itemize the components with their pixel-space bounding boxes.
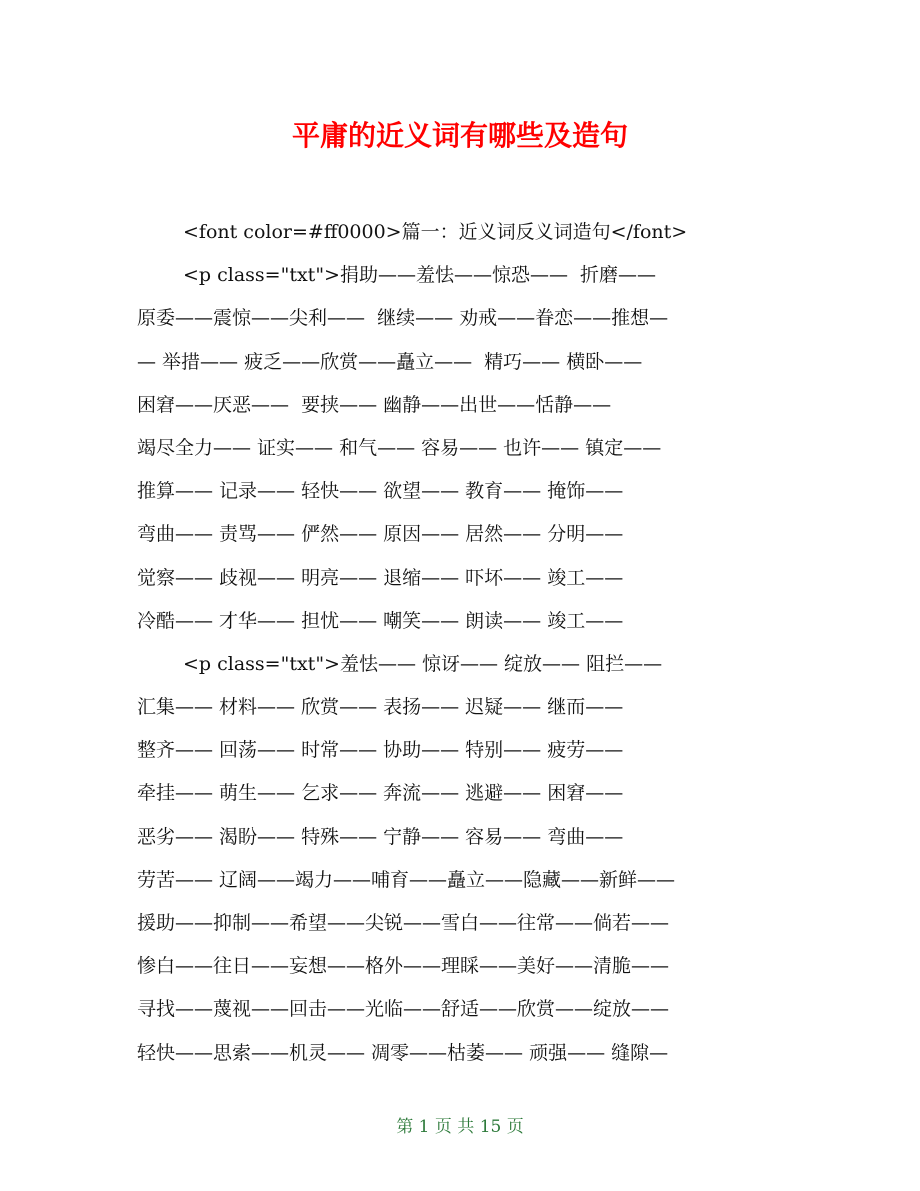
text-line: 恶劣—— 渴盼—— 特殊—— 宁静—— 容易—— 弯曲—— <box>137 825 624 848</box>
text-line: 援助——抑制——希望——尖锐——雪白——往常——倘若—— <box>137 912 670 934</box>
text-line: 汇集—— 材料—— 欣赏—— 表扬—— 迟疑—— 继而—— <box>137 696 624 719</box>
text-line: 寻找——蔑视——回击——光临——舒适——欣赏——绽放—— <box>137 998 670 1021</box>
text-line: 弯曲—— 责骂—— 俨然—— 原因—— 居然—— 分明—— <box>137 523 624 546</box>
text-line: 劳苦—— 辽阔——竭力——哺育——矗立——隐藏——新鲜—— <box>137 868 676 891</box>
text-line: 困窘——厌恶—— 要挟—— 幽静——出世——恬静—— <box>137 393 612 416</box>
text-line: <p class="txt">羞怯—— 惊讶—— 绽放—— 阻拦—— <box>183 652 663 675</box>
text-line: <font color=#ff0000>篇一：近义词反义词造句</font> <box>183 221 688 243</box>
text-line: 推算—— 记录—— 轻快—— 欲望—— 教育—— 掩饰—— <box>137 480 624 503</box>
text-line: <p class="txt">捐助——羞怯——惊恐—— 折磨—— <box>183 264 657 287</box>
text-line: 冷酷—— 才华—— 担忧—— 嘲笑—— 朗读—— 竣工—— <box>137 609 624 632</box>
text-line: 惨白——往日——妄想——格外——理睬——美好——清脆—— <box>137 955 670 978</box>
text-line: 觉察—— 歧视—— 明亮—— 退缩—— 吓坏—— 竣工—— <box>137 566 624 589</box>
text-line: 轻快——思索——机灵—— 凋零——枯萎—— 顽强—— 缝隙— <box>137 1041 669 1064</box>
document-body <box>137 211 797 1075</box>
text-line: 整齐—— 回荡—— 时常—— 协助—— 特别—— 疲劳—— <box>137 739 624 762</box>
text-line: — 举措—— 疲乏——欣赏——矗立—— 精巧—— 横卧—— <box>137 350 643 373</box>
text-line: 原委——震惊——尖利—— 继续—— 劝戒——眷恋——推想— <box>137 307 669 330</box>
page-footer: 第 1 页 共 15 页 <box>396 1117 524 1137</box>
text-line: 竭尽全力—— 证实—— 和气—— 容易—— 也许—— 镇定—— <box>137 436 662 459</box>
text-line: 牵挂—— 萌生—— 乞求—— 奔流—— 逃避—— 困窘—— <box>137 782 624 805</box>
document-title: 平庸的近义词有哪些及造句 <box>291 119 628 152</box>
